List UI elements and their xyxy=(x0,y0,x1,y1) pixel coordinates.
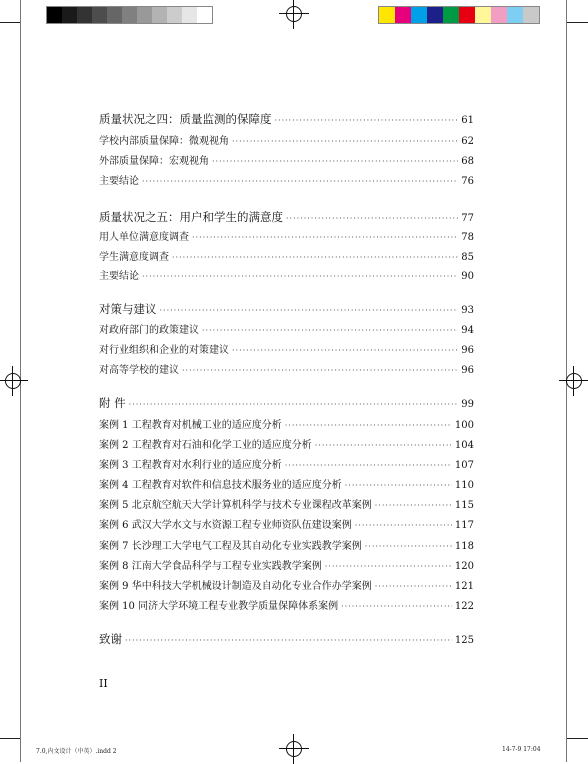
toc-page-number: 62 xyxy=(461,136,474,147)
registration-mark-right xyxy=(559,366,588,396)
toc-entry-title: 对高等学校的建议 xyxy=(99,365,179,376)
color-calibration-strip xyxy=(378,6,540,24)
toc-page-number: 90 xyxy=(461,271,474,282)
toc-entry-title: 对策与建议 xyxy=(99,302,157,316)
toc-entry xyxy=(99,600,474,614)
toc-leader-dots xyxy=(232,135,458,149)
toc-page-number: 120 xyxy=(454,561,474,572)
color-swatch xyxy=(77,7,92,23)
toc-leader-dots xyxy=(182,364,458,378)
registration-mark-bottom xyxy=(279,734,309,764)
toc-page-number: 107 xyxy=(454,460,474,471)
toc-entry xyxy=(99,519,474,533)
toc-entry-title: 对行业组织和企业的对策建议 xyxy=(99,345,229,356)
toc-entry-title: 学生满意度调查 xyxy=(99,252,169,263)
toc-page-number: 78 xyxy=(461,232,474,243)
toc-section-entry xyxy=(99,632,474,648)
toc-leader-dots xyxy=(375,499,452,513)
color-swatch xyxy=(92,7,107,23)
toc-section-entry xyxy=(99,210,474,226)
toc-page-number: 93 xyxy=(461,305,474,316)
color-swatch xyxy=(137,7,152,23)
toc-entry xyxy=(99,364,474,378)
toc-leader-dots xyxy=(345,479,452,493)
toc-entry xyxy=(99,175,474,189)
toc-leader-dots xyxy=(355,519,452,533)
registration-mark-top xyxy=(279,0,309,29)
toc-leader-dots xyxy=(192,231,458,245)
toc-leader-dots xyxy=(375,580,452,594)
toc-page-number: 85 xyxy=(461,252,474,263)
toc-leader-dots xyxy=(202,324,458,338)
toc-entry-title: 案例 7 长沙理工大学电气工程及其自动化专业实践教学案例 xyxy=(99,541,362,552)
toc-leader-dots xyxy=(286,211,458,226)
color-swatch xyxy=(122,7,137,23)
toc-page-number: 77 xyxy=(461,213,474,224)
toc-entry xyxy=(99,580,474,594)
print-slug-date: 14-7-9 17:04 xyxy=(502,746,541,753)
toc-entry-title: 质量状况之五：用户和学生的满意度 xyxy=(99,210,283,224)
toc-entry xyxy=(99,479,474,493)
toc-page-number: 122 xyxy=(454,601,474,612)
toc-entry-title: 致谢 xyxy=(99,632,122,646)
toc-entry-title: 案例 6 武汉大学水文与水资源工程专业师资队伍建设案例 xyxy=(99,520,352,531)
color-swatch xyxy=(62,7,77,23)
toc-page-number: 96 xyxy=(461,365,474,376)
toc-entry-title: 案例 10 同济大学环境工程专业教学质量保障体系案例 xyxy=(99,601,339,612)
toc-leader-dots xyxy=(365,540,452,554)
color-swatch xyxy=(475,7,491,23)
toc-entry-title: 附 件 xyxy=(99,396,126,410)
crop-mark xyxy=(567,738,588,739)
gray-calibration-strip xyxy=(46,6,213,24)
toc-page-number: 94 xyxy=(461,325,474,336)
toc-entry-title: 案例 4 工程教育对软件和信息技术服务业的适应度分析 xyxy=(99,480,342,491)
toc-leader-dots xyxy=(125,633,452,648)
color-swatch xyxy=(197,7,212,23)
toc-page-number: 104 xyxy=(454,440,474,451)
crop-mark xyxy=(567,22,588,23)
toc-leader-dots xyxy=(275,113,459,128)
toc-leader-dots xyxy=(142,270,458,284)
print-slug-file: 7.0,内文设计（中英）.indd 2 xyxy=(36,748,117,755)
toc-entry-title: 外部质量保障：宏观视角 xyxy=(99,156,209,167)
toc-entry xyxy=(99,155,474,169)
toc-entry-title: 案例 2 工程教育对石油和化学工业的适应度分析 xyxy=(99,440,312,451)
crop-mark xyxy=(0,738,20,739)
toc-page-number: 68 xyxy=(461,156,474,167)
toc-entry-title: 案例 9 华中科技大学机械设计制造及自动化专业合作办学案例 xyxy=(99,581,372,592)
toc-leader-dots xyxy=(341,600,452,614)
color-swatch xyxy=(427,7,443,23)
crop-mark xyxy=(0,22,20,23)
toc-entry xyxy=(99,540,474,554)
page-folio: II xyxy=(99,677,108,690)
toc-entry-title: 对政府部门的政策建议 xyxy=(99,325,199,336)
color-swatch xyxy=(443,7,459,23)
toc-entry-title: 案例 8 江南大学食品科学与工程专业实践教学案例 xyxy=(99,561,322,572)
toc-leader-dots xyxy=(160,303,459,318)
toc-entry xyxy=(99,419,474,433)
toc-leader-dots xyxy=(129,397,459,412)
toc-entry-title: 案例 1 工程教育对机械工业的适应度分析 xyxy=(99,420,282,431)
toc-entry-title: 学校内部质量保障：微观视角 xyxy=(99,136,229,147)
toc-page-number: 118 xyxy=(454,541,474,552)
color-swatch xyxy=(523,7,539,23)
color-swatch xyxy=(152,7,167,23)
color-swatch xyxy=(459,7,475,23)
toc-entry-title: 质量状况之四：质量监测的保障度 xyxy=(99,112,272,126)
toc-leader-dots xyxy=(285,419,452,433)
toc-page-number: 61 xyxy=(461,115,474,126)
toc-leader-dots xyxy=(232,344,458,358)
toc-section-entry xyxy=(99,112,474,128)
toc-entry xyxy=(99,459,474,473)
toc-entry-title: 主要结论 xyxy=(99,176,139,187)
color-swatch xyxy=(107,7,122,23)
toc-entry xyxy=(99,324,474,338)
toc-leader-dots xyxy=(142,175,458,189)
toc-entry xyxy=(99,344,474,358)
toc-leader-dots xyxy=(172,251,458,265)
toc-page-number: 117 xyxy=(454,520,474,531)
color-swatch xyxy=(47,7,62,23)
color-swatch xyxy=(491,7,507,23)
color-swatch xyxy=(411,7,427,23)
toc-entry xyxy=(99,251,474,265)
toc-entry-title: 案例 3 工程教育对水利行业的适应度分析 xyxy=(99,460,282,471)
toc-entry xyxy=(99,499,474,513)
toc-entry xyxy=(99,560,474,574)
toc-entry-title: 用人单位满意度调查 xyxy=(99,232,189,243)
color-swatch xyxy=(507,7,523,23)
toc-page-number: 99 xyxy=(461,399,474,410)
color-swatch xyxy=(395,7,411,23)
toc-entry-title: 案例 5 北京航空航天大学计算机科学与技术专业课程改革案例 xyxy=(99,500,372,511)
toc-page-number: 110 xyxy=(454,480,474,491)
toc-entry xyxy=(99,135,474,149)
color-swatch xyxy=(167,7,182,23)
toc-leader-dots xyxy=(212,155,458,169)
toc-entry-title: 主要结论 xyxy=(99,271,139,282)
toc-entry xyxy=(99,439,474,453)
toc-page-number: 125 xyxy=(454,635,474,646)
color-swatch xyxy=(182,7,197,23)
toc-leader-dots xyxy=(315,439,452,453)
toc-leader-dots xyxy=(325,560,452,574)
color-swatch xyxy=(379,7,395,23)
toc-section-entry xyxy=(99,302,474,318)
registration-mark-left xyxy=(0,366,28,396)
toc-page-number: 115 xyxy=(454,500,474,511)
toc-page-number: 76 xyxy=(461,176,474,187)
toc-page-number: 121 xyxy=(454,581,474,592)
toc-page-number: 96 xyxy=(461,345,474,356)
toc-entry xyxy=(99,270,474,284)
toc-section-entry xyxy=(99,396,474,412)
toc-leader-dots xyxy=(285,459,452,473)
toc-entry xyxy=(99,231,474,245)
toc-page-number: 100 xyxy=(454,420,474,431)
